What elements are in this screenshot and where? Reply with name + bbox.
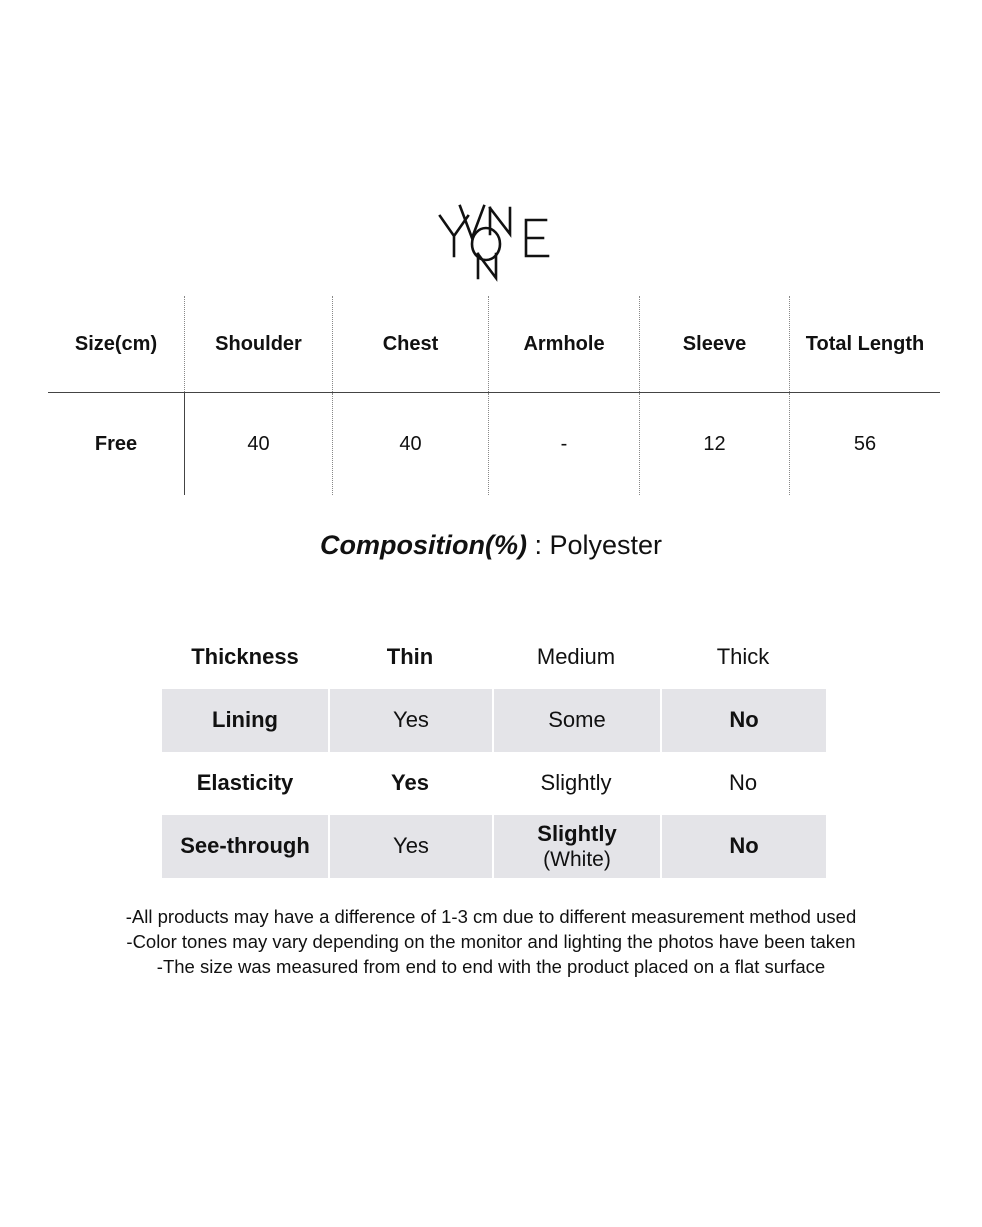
size-table [48, 296, 940, 495]
note-line: -All products may have a difference of 1-3 cm due to different measurement method used [125, 906, 857, 927]
fabric-row-lining [162, 689, 826, 752]
size-value-chest: 40 [332, 393, 488, 495]
fabric-option [328, 752, 492, 815]
brand-logo [430, 198, 560, 286]
fabric-attribute: Lining [212, 707, 278, 733]
fabric-option-label: Slightly [540, 770, 612, 796]
fabric-option-label: Yes [393, 833, 429, 859]
fabric-option-label: Medium [536, 644, 616, 670]
fabric-row-elasticity [162, 752, 826, 815]
size-header-total-length: Total Length [789, 296, 940, 392]
fabric-option-label: No [729, 833, 759, 859]
fabric-option [328, 815, 492, 878]
composition-label: Composition(%) [319, 530, 527, 560]
size-header-size: Size(cm) [74, 332, 158, 355]
size-header-sleeve: Sleeve [639, 296, 789, 392]
fabric-option-label: Slightly [537, 820, 617, 846]
size-table-row-free [48, 393, 940, 495]
size-value-size: Free [94, 432, 138, 455]
size-header-armhole: Armhole [488, 296, 639, 392]
fabric-option-label: Yes [391, 770, 429, 796]
fabric-option [328, 626, 492, 689]
fabric-option [492, 626, 660, 689]
fabric-option [492, 689, 660, 752]
note-line: -The size was measured from end to end with the product placed on a flat surface [156, 956, 826, 977]
fabric-properties-table [162, 626, 826, 878]
size-value-shoulder: 40 [184, 393, 332, 495]
composition-value: Polyester [549, 530, 663, 560]
fabric-row-thickness [162, 626, 826, 689]
composition-separator: : [526, 530, 550, 560]
size-header-shoulder: Shoulder [184, 296, 332, 392]
size-value-sleeve: 12 [639, 393, 789, 495]
fabric-option [660, 626, 826, 689]
size-header-chest: Chest [332, 296, 488, 392]
fabric-option [660, 689, 826, 752]
fabric-option-label: Some [548, 707, 606, 733]
size-value-total-length: 56 [789, 393, 940, 495]
fabric-option [660, 752, 826, 815]
fabric-attribute: See-through [180, 833, 310, 859]
fabric-attribute: Elasticity [196, 770, 294, 796]
size-value-armhole: - [488, 393, 639, 495]
size-table-header-row [48, 296, 940, 393]
fabric-option [660, 815, 826, 878]
fabric-option-label: No [728, 770, 758, 796]
fabric-option [492, 815, 660, 878]
fabric-option [328, 689, 492, 752]
fabric-row-see-through [162, 815, 826, 878]
fabric-option-label: Thick [716, 644, 770, 670]
fabric-option-label: Thin [386, 644, 434, 670]
fabric-attribute: Thickness [191, 644, 299, 670]
fabric-option-label: Yes [393, 707, 429, 733]
fabric-option-label: No [729, 707, 759, 733]
fabric-option [492, 752, 660, 815]
fabric-option-note: (White) [543, 848, 611, 872]
composition-line [0, 530, 982, 561]
disclaimer-notes [0, 904, 982, 979]
note-line: -Color tones may vary depending on the monitor and lighting the photos have been taken [126, 931, 856, 952]
brand-logo-mark [430, 198, 560, 286]
